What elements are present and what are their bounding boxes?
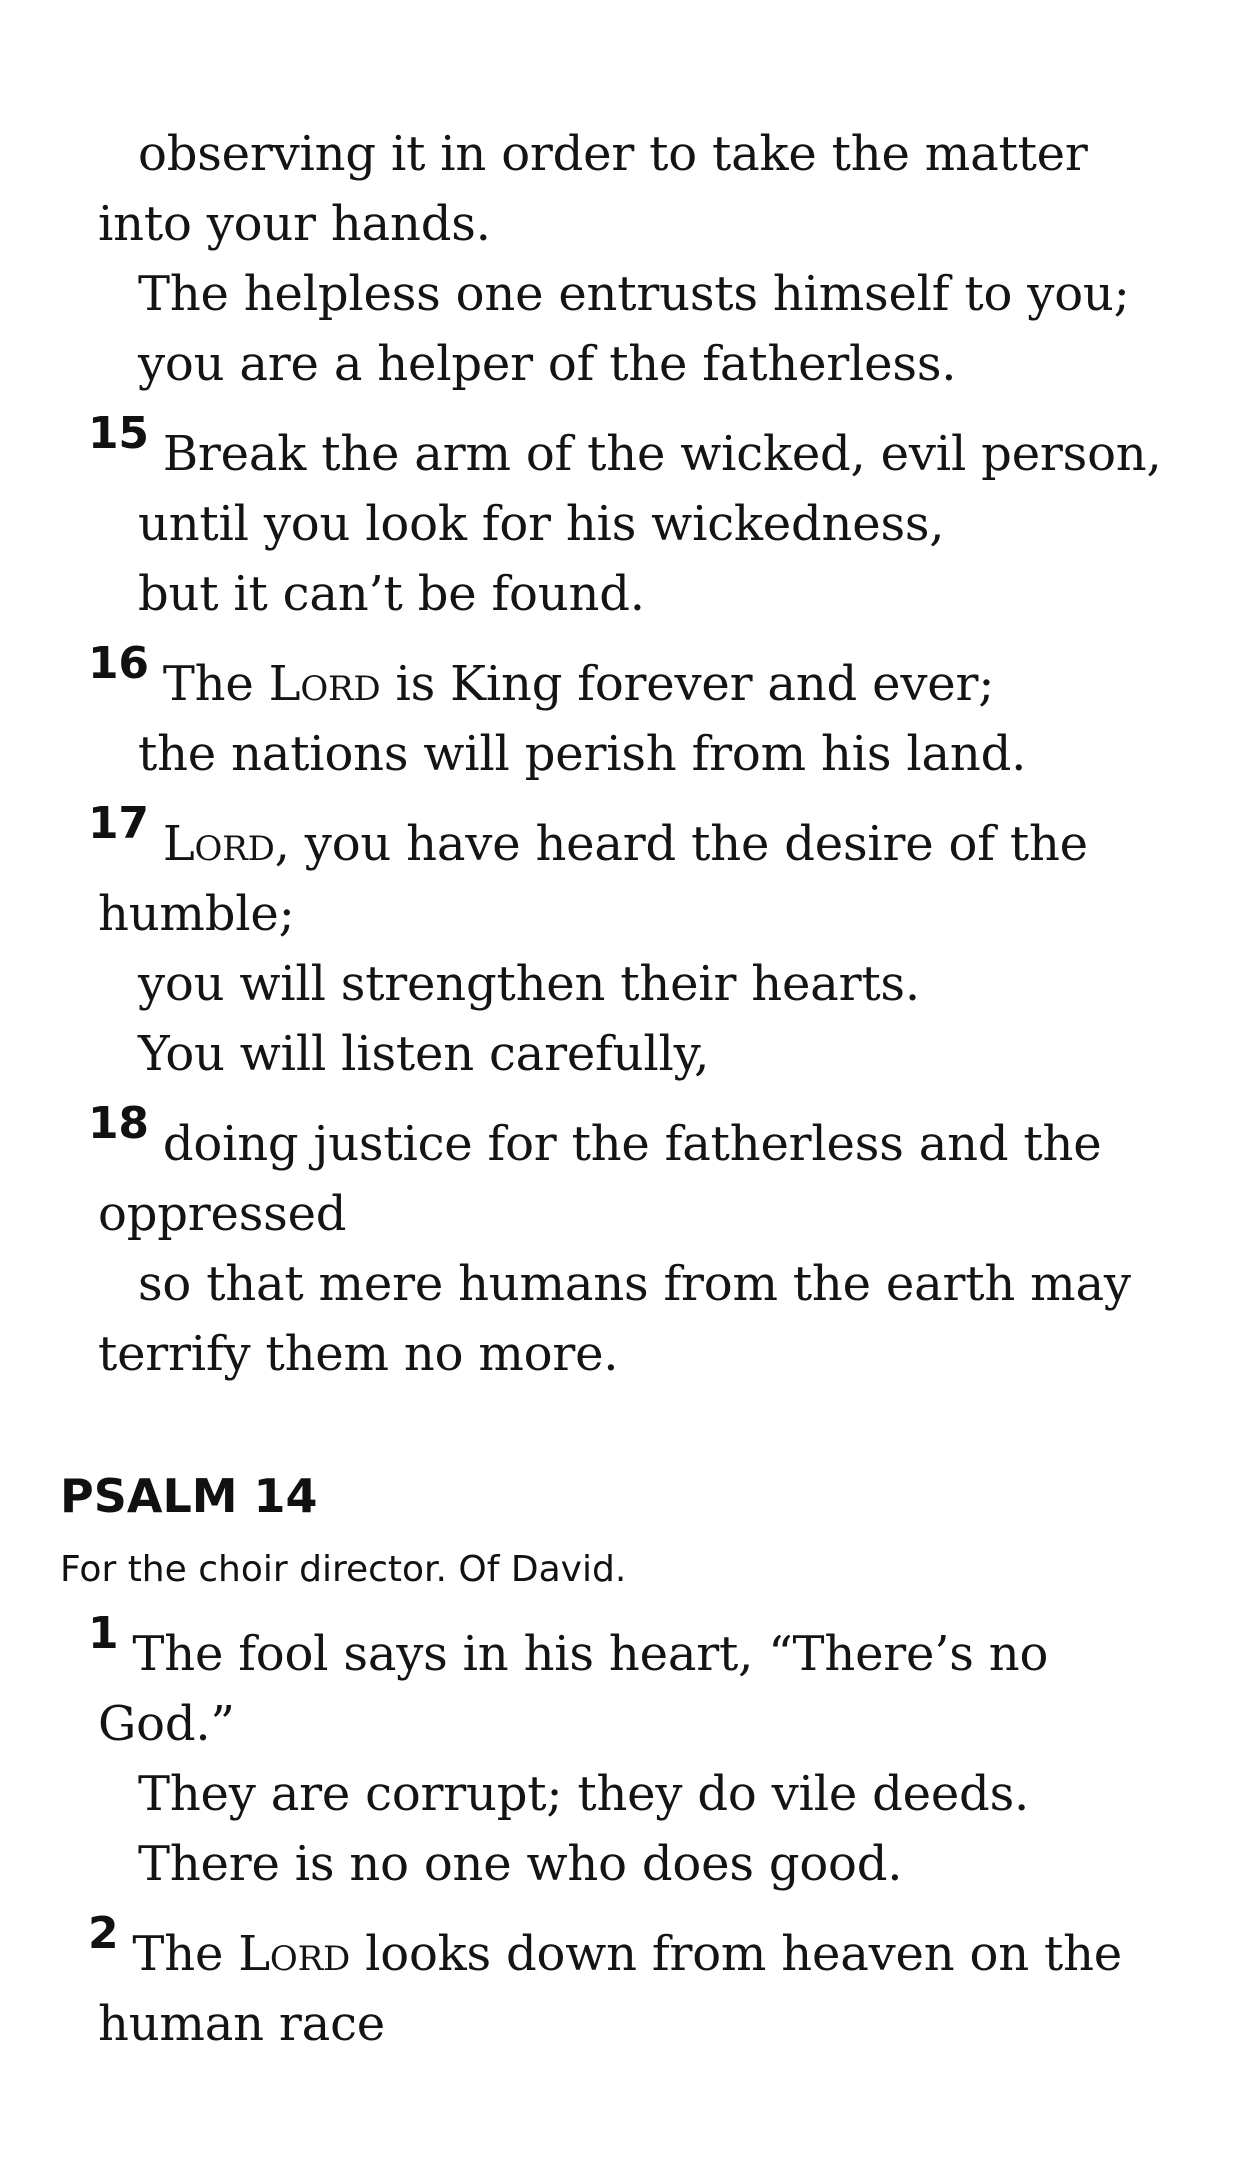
verse-number: 18	[88, 1098, 149, 1149]
verse-16-line	[88, 638, 995, 716]
verse-15-line	[88, 408, 1162, 486]
verse-number: 17	[88, 798, 149, 849]
verse-line: God.”	[98, 1696, 235, 1752]
verse-2-line	[88, 1908, 1123, 1986]
verse-line: the nations will perish from his land.	[138, 726, 1027, 782]
verse-number: 2	[88, 1908, 119, 1959]
divine-name: Lord	[238, 1926, 351, 1982]
psalm-heading: PSALM 14	[60, 1469, 318, 1523]
verse-text: doing justice for the fatherless and the	[162, 1116, 1102, 1172]
verse-line: terrify them no more.	[98, 1326, 619, 1382]
divine-name: Lord	[268, 656, 381, 712]
divine-name: Lord	[162, 816, 275, 872]
verse-line: so that mere humans from the earth may	[138, 1256, 1131, 1312]
verse-line: They are corrupt; they do vile deeds.	[138, 1766, 1030, 1822]
verse-number: 16	[88, 638, 149, 689]
verse-line: The helpless one entrusts himself to you;	[138, 266, 1130, 322]
verse-line: humble;	[98, 886, 295, 942]
verse-line: you are a helper of the fatherless.	[138, 336, 957, 392]
verse-line: oppressed	[98, 1186, 347, 1242]
verse-line: There is no one who does good.	[138, 1836, 903, 1892]
verse-18-line	[88, 1098, 1102, 1176]
verse-number: 1	[88, 1608, 119, 1659]
verse-line: observing it in order to take the matter	[138, 126, 1088, 182]
verse-line: You will listen carefully,	[138, 1026, 710, 1082]
verse-line: you will strengthen their hearts.	[138, 956, 920, 1012]
verse-line: but it can’t be found.	[138, 566, 645, 622]
verse-text: looks down from heaven on the	[365, 1926, 1123, 1982]
verse-text: The	[132, 1926, 224, 1982]
verse-line: into your hands.	[98, 196, 491, 252]
verse-text: is King forever and ever;	[395, 656, 995, 712]
verse-text: Break the arm of the wicked, evil person,	[162, 426, 1162, 482]
verse-17-line	[88, 798, 1088, 876]
verse-text: , you have heard the desire of the	[274, 816, 1088, 872]
psalm-superscription: For the choir director. Of David.	[60, 1549, 627, 1590]
verse-number: 15	[88, 408, 149, 459]
verse-line: human race	[98, 1996, 385, 2052]
verse-line: until you look for his wickedness,	[138, 496, 945, 552]
verse-text: The	[162, 656, 254, 712]
verse-text: The fool says in his heart, “There’s no	[132, 1626, 1049, 1682]
verse-1-line	[88, 1608, 1049, 1686]
